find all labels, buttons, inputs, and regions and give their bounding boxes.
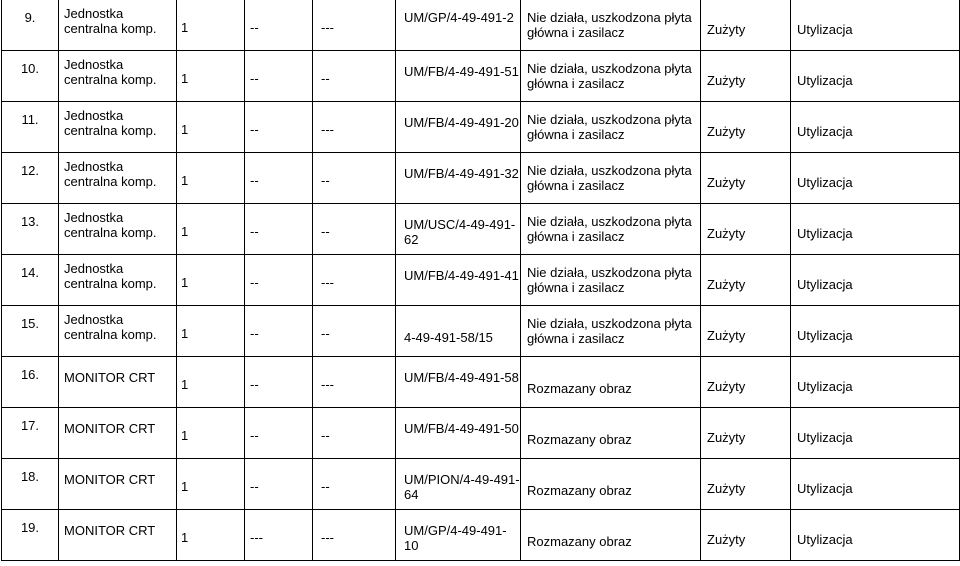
- item-name: Jednostka centralna komp.: [64, 261, 157, 291]
- item-status: Nie działa, uszkodzona płyta główna i zasilacz: [527, 61, 692, 91]
- item-inventory-id: UM/FB/4-49-491-32: [404, 166, 519, 181]
- cell-row-number: [2, 0, 59, 51]
- item-name: MONITOR CRT: [64, 523, 156, 538]
- cell-item-status: [521, 357, 701, 408]
- item-col-2: --: [250, 479, 259, 494]
- item-inventory-id: UM/FB/4-49-491-51: [404, 64, 519, 79]
- cell-item-status: [521, 102, 701, 153]
- item-inventory-id: UM/FB/4-49-491-41: [404, 268, 519, 283]
- cell-item-col-3: [313, 357, 396, 408]
- item-name: Jednostka centralna komp.: [64, 312, 157, 342]
- table-row: [2, 102, 960, 153]
- cell-item-col-3: [313, 153, 396, 204]
- item-col-2: --: [250, 20, 259, 35]
- cell-item-status: [521, 408, 701, 459]
- item-inventory-id: UM/FB/4-49-491-58: [404, 370, 519, 385]
- cell-item-status: [521, 153, 701, 204]
- item-col-2: --: [250, 326, 259, 341]
- cell-item-inventory-id: [396, 153, 521, 204]
- cell-item-col-3: [313, 204, 396, 255]
- cell-item-condition: [701, 510, 791, 561]
- cell-item-action: [791, 51, 960, 102]
- table-row: [2, 51, 960, 102]
- cell-item-inventory-id: [396, 0, 521, 51]
- cell-item-status: [521, 510, 701, 561]
- cell-item-col-3: [313, 255, 396, 306]
- cell-row-number: [2, 102, 59, 153]
- cell-item-col-2: [245, 153, 313, 204]
- cell-item-name: [59, 408, 177, 459]
- cell-item-action: [791, 408, 960, 459]
- row-number: 10.: [20, 61, 40, 76]
- table-row: [2, 510, 960, 561]
- cell-item-col-2: [245, 0, 313, 51]
- cell-item-quantity: [177, 459, 245, 510]
- cell-item-action: [791, 510, 960, 561]
- cell-item-action: [791, 357, 960, 408]
- item-quantity: 1: [181, 530, 189, 545]
- cell-item-condition: [701, 102, 791, 153]
- cell-row-number: [2, 204, 59, 255]
- cell-item-col-3: [313, 51, 396, 102]
- item-col-3: ---: [321, 530, 334, 545]
- cell-item-col-2: [245, 51, 313, 102]
- item-status: Nie działa, uszkodzona płyta główna i zasilacz: [527, 316, 692, 346]
- cell-item-col-3: [313, 408, 396, 459]
- table-body: [2, 0, 960, 561]
- item-col-2: --: [250, 122, 259, 137]
- item-quantity: 1: [181, 173, 189, 188]
- cell-item-col-3: [313, 102, 396, 153]
- cell-row-number: [2, 255, 59, 306]
- item-name: Jednostka centralna komp.: [64, 6, 157, 36]
- item-inventory-id: UM/GP/4-49-491-10: [404, 523, 507, 553]
- cell-item-col-3: [313, 306, 396, 357]
- inventory-table: [1, 0, 960, 561]
- item-col-2: --: [250, 377, 259, 392]
- cell-item-condition: [701, 357, 791, 408]
- cell-item-action: [791, 153, 960, 204]
- item-col-2: --: [250, 224, 259, 239]
- item-status: Nie działa, uszkodzona płyta główna i zasilacz: [527, 112, 692, 142]
- item-status: Rozmazany obraz: [527, 483, 632, 498]
- item-col-3: --: [321, 428, 330, 443]
- cell-item-quantity: [177, 51, 245, 102]
- cell-item-col-2: [245, 255, 313, 306]
- item-col-3: --: [321, 224, 330, 239]
- item-col-3: --: [321, 173, 330, 188]
- cell-item-col-3: [313, 0, 396, 51]
- item-quantity: 1: [181, 479, 189, 494]
- cell-item-inventory-id: [396, 306, 521, 357]
- item-action: Utylizacja: [797, 328, 853, 343]
- item-inventory-id: UM/FB/4-49-491-50: [404, 421, 519, 436]
- item-status: Nie działa, uszkodzona płyta główna i zasilacz: [527, 214, 692, 244]
- cell-item-condition: [701, 51, 791, 102]
- cell-item-condition: [701, 153, 791, 204]
- row-number: 18.: [20, 469, 40, 484]
- item-col-3: ---: [321, 275, 334, 290]
- cell-item-name: [59, 459, 177, 510]
- cell-item-quantity: [177, 153, 245, 204]
- item-col-2: --: [250, 71, 259, 86]
- cell-item-quantity: [177, 255, 245, 306]
- item-condition: Zużyty: [707, 430, 746, 445]
- item-inventory-id: UM/PION/4-49-491-64: [404, 472, 520, 502]
- item-status: Nie działa, uszkodzona płyta główna i zasilacz: [527, 163, 692, 193]
- item-name: Jednostka centralna komp.: [64, 210, 157, 240]
- item-condition: Zużyty: [707, 226, 746, 241]
- cell-item-action: [791, 0, 960, 51]
- table-row: [2, 357, 960, 408]
- cell-item-name: [59, 204, 177, 255]
- item-status: Nie działa, uszkodzona płyta główna i zasilacz: [527, 10, 692, 40]
- cell-row-number: [2, 408, 59, 459]
- cell-item-name: [59, 102, 177, 153]
- cell-item-inventory-id: [396, 204, 521, 255]
- cell-item-status: [521, 0, 701, 51]
- item-quantity: 1: [181, 326, 189, 341]
- item-action: Utylizacja: [797, 22, 853, 37]
- item-action: Utylizacja: [797, 226, 853, 241]
- item-status: Rozmazany obraz: [527, 534, 632, 549]
- cell-item-name: [59, 510, 177, 561]
- item-name: Jednostka centralna komp.: [64, 159, 157, 189]
- cell-item-name: [59, 51, 177, 102]
- cell-item-inventory-id: [396, 510, 521, 561]
- cell-item-condition: [701, 0, 791, 51]
- item-action: Utylizacja: [797, 175, 853, 190]
- item-col-3: ---: [321, 377, 334, 392]
- item-col-2: --: [250, 428, 259, 443]
- item-quantity: 1: [181, 224, 189, 239]
- item-action: Utylizacja: [797, 379, 853, 394]
- cell-item-name: [59, 153, 177, 204]
- table-row: [2, 204, 960, 255]
- row-number: 17.: [20, 418, 40, 433]
- item-status: Nie działa, uszkodzona płyta główna i zasilacz: [527, 265, 692, 295]
- cell-item-col-2: [245, 459, 313, 510]
- row-number: 9.: [24, 10, 36, 25]
- item-action: Utylizacja: [797, 430, 853, 445]
- cell-item-col-2: [245, 204, 313, 255]
- cell-item-inventory-id: [396, 459, 521, 510]
- row-number: 11.: [21, 112, 39, 127]
- cell-item-col-2: [245, 306, 313, 357]
- cell-item-quantity: [177, 306, 245, 357]
- cell-item-condition: [701, 408, 791, 459]
- item-condition: Zużyty: [707, 73, 746, 88]
- cell-row-number: [2, 153, 59, 204]
- cell-item-name: [59, 255, 177, 306]
- item-action: Utylizacja: [797, 532, 853, 547]
- cell-item-col-3: [313, 459, 396, 510]
- cell-item-quantity: [177, 204, 245, 255]
- cell-item-quantity: [177, 510, 245, 561]
- cell-item-quantity: [177, 357, 245, 408]
- item-condition: Zużyty: [707, 22, 746, 37]
- item-name: Jednostka centralna komp.: [64, 108, 157, 138]
- item-action: Utylizacja: [797, 277, 853, 292]
- cell-item-status: [521, 204, 701, 255]
- cell-item-inventory-id: [396, 51, 521, 102]
- item-col-3: ---: [321, 122, 334, 137]
- row-number: 12.: [20, 163, 40, 178]
- cell-item-inventory-id: [396, 357, 521, 408]
- cell-item-col-2: [245, 357, 313, 408]
- cell-item-col-3: [313, 510, 396, 561]
- table-row: [2, 459, 960, 510]
- item-col-2: --: [250, 275, 259, 290]
- item-condition: Zużyty: [707, 328, 746, 343]
- item-col-3: --: [321, 326, 330, 341]
- item-condition: Zużyty: [707, 379, 746, 394]
- cell-item-action: [791, 102, 960, 153]
- cell-item-quantity: [177, 408, 245, 459]
- item-inventory-id: UM/USC/4-49-491-62: [404, 217, 516, 247]
- cell-item-col-2: [245, 102, 313, 153]
- item-quantity: 1: [181, 275, 189, 290]
- cell-row-number: [2, 459, 59, 510]
- item-quantity: 1: [181, 71, 189, 86]
- item-col-3: --: [321, 479, 330, 494]
- cell-row-number: [2, 306, 59, 357]
- cell-item-inventory-id: [396, 255, 521, 306]
- item-action: Utylizacja: [797, 73, 853, 88]
- item-condition: Zużyty: [707, 124, 746, 139]
- item-action: Utylizacja: [797, 481, 853, 496]
- cell-row-number: [2, 51, 59, 102]
- row-number: 14.: [20, 265, 40, 280]
- item-quantity: 1: [181, 377, 189, 392]
- item-condition: Zużyty: [707, 532, 746, 547]
- table-row: [2, 0, 960, 51]
- cell-item-status: [521, 51, 701, 102]
- item-status: Rozmazany obraz: [527, 432, 632, 447]
- cell-item-condition: [701, 459, 791, 510]
- cell-row-number: [2, 510, 59, 561]
- table-row: [2, 255, 960, 306]
- item-col-2: --: [250, 173, 259, 188]
- cell-item-action: [791, 204, 960, 255]
- item-col-2: ---: [250, 530, 263, 545]
- item-name: MONITOR CRT: [64, 370, 156, 385]
- table-row: [2, 153, 960, 204]
- item-name: MONITOR CRT: [64, 421, 156, 436]
- item-inventory-id: UM/FB/4-49-491-20: [404, 115, 519, 130]
- cell-item-status: [521, 306, 701, 357]
- row-number: 15.: [20, 316, 40, 331]
- item-condition: Zużyty: [707, 175, 746, 190]
- cell-item-name: [59, 357, 177, 408]
- item-name: MONITOR CRT: [64, 472, 156, 487]
- item-quantity: 1: [181, 122, 189, 137]
- item-col-3: ---: [321, 20, 334, 35]
- row-number: 13.: [20, 214, 40, 229]
- item-quantity: 1: [181, 20, 189, 35]
- cell-row-number: [2, 357, 59, 408]
- cell-item-condition: [701, 204, 791, 255]
- cell-item-action: [791, 255, 960, 306]
- cell-item-inventory-id: [396, 102, 521, 153]
- item-col-3: --: [321, 71, 330, 86]
- cell-item-col-2: [245, 510, 313, 561]
- item-name: Jednostka centralna komp.: [64, 57, 157, 87]
- cell-item-inventory-id: [396, 408, 521, 459]
- cell-item-action: [791, 459, 960, 510]
- cell-item-condition: [701, 255, 791, 306]
- item-inventory-id: UM/GP/4-49-491-2: [404, 10, 514, 25]
- cell-item-quantity: [177, 102, 245, 153]
- item-condition: Zużyty: [707, 481, 746, 496]
- cell-item-name: [59, 0, 177, 51]
- cell-item-status: [521, 459, 701, 510]
- item-inventory-id: 4-49-491-58/15: [404, 330, 493, 345]
- item-action: Utylizacja: [797, 124, 853, 139]
- cell-item-condition: [701, 306, 791, 357]
- cell-item-col-2: [245, 408, 313, 459]
- row-number: 19.: [20, 520, 40, 535]
- table-row: [2, 306, 960, 357]
- cell-item-name: [59, 306, 177, 357]
- cell-item-quantity: [177, 0, 245, 51]
- row-number: 16.: [20, 367, 40, 382]
- cell-item-action: [791, 306, 960, 357]
- item-condition: Zużyty: [707, 277, 746, 292]
- item-status: Rozmazany obraz: [527, 381, 632, 396]
- table-row: [2, 408, 960, 459]
- cell-item-status: [521, 255, 701, 306]
- item-quantity: 1: [181, 428, 189, 443]
